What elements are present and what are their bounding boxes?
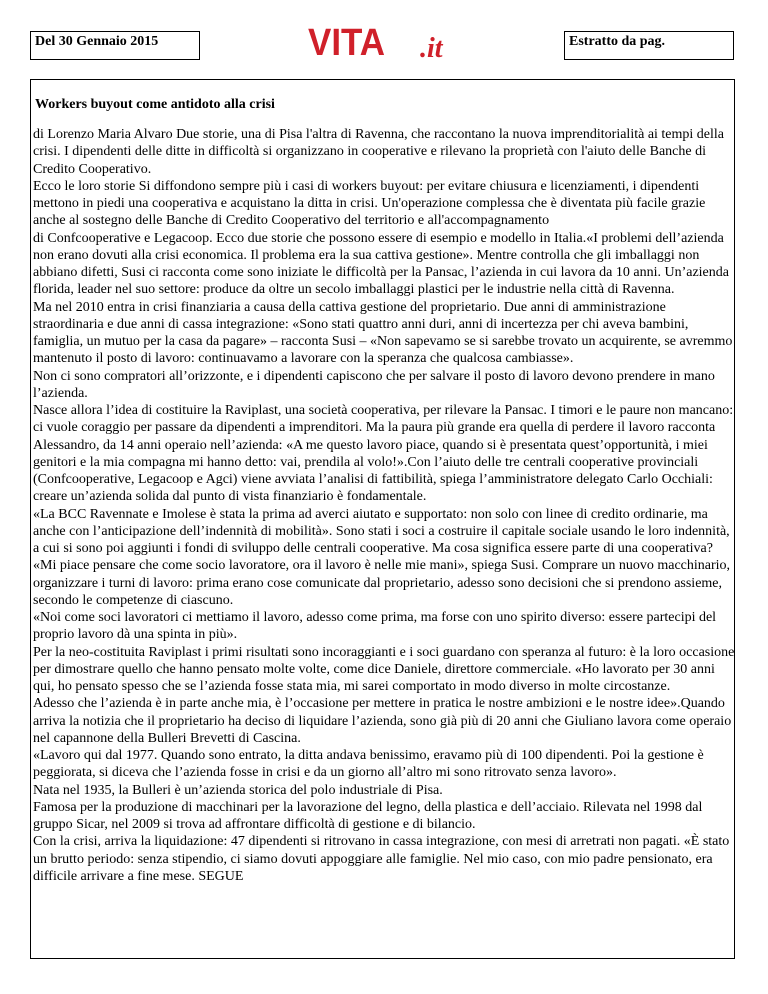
article-paragraph: Adesso che l’azienda è in parte anche mia, è l’occasione per mettere in pratica le nostre ambizioni e le nostre idee».Quando arriva la notizia che il proprietario ha deciso di liquidare l’azienda, sono già più di 20 anni che Giuliano lavora come operaio nel capannone della Bulleri Brevetti di Cascina. (33, 696, 732, 746)
logo-main-text: VITA (308, 22, 386, 64)
article-headline: Workers buyout come antidoto alla crisi (35, 97, 275, 112)
article-paragraph: «Mi piace pensare che come socio lavoratore, ora il lavoro è nelle mie mani», spiega Susi. Comprare un nuovo macchinario, organizzare i turni di lavoro: prima erano cose comunicate dal proprietario, adesso sono decisioni che si prendono assieme, secondo le competenze di ciascuno. (33, 558, 731, 608)
logo-ext-text: .it (420, 33, 443, 64)
excerpt-box (564, 31, 734, 60)
article-body (33, 126, 735, 885)
article-paragraph: «Noi come soci lavoratori ci mettiamo il lavoro, adesso come prima, ma forse con uno spirito diverso: essere partecipi del proprio lavoro dà una spinta in più». (33, 610, 717, 643)
article-paragraph: di Lorenzo Maria Alvaro Due storie, una di Pisa l'altra di Ravenna, che raccontano la nuova imprenditorialità ai tempi della crisi. I dipendenti delle ditte in difficoltà si organizzano in cooperative e rilevano la proprietà con l'aiuto delle Banche di Credito Cooperativo. (33, 127, 725, 177)
article-paragraph: Non ci sono compratori all’orizzonte, e i dipendenti capiscono che per salvare il posto di lavoro devono prendere in mano l’azienda. (33, 368, 715, 401)
article-paragraph: «La BCC Ravennate e Imolese è stata la prima ad averci aiutato e supportato: non solo con linee di credito ordinarie, ma anche con l’anticipazione dell’indennità di mobilità». Sono stati i soci a costruire il capitale sociale usando le loro indennità, a cui si sono poi aggiunti i fondi di sviluppo delle centrali cooperative. Ma cosa significa essere parte di una cooperativa? (33, 506, 730, 556)
date-box (30, 31, 200, 60)
article-paragraph: Nasce allora l’idea di costituire la Raviplast, una società cooperativa, per rilevare la Pansac. I timori e le paure non mancano: ci vuole coraggio per passare da dipendenti a imprenditori. Ma la paura più grande era quella di perdere il lavoro racconta Alessandro, da 14 anni operaio nell’azienda: «A me questo lavoro piace, quando si è presentata quest’opportunità, i miei genitori e la mia compagna mi hanno detto: vai, prendila al volo!».Con l’aiuto delle tre centrali cooperative provinciali (Confcooperative, Legacoop e Agci) viene avviata l’analisi di fattibilità, spiega l’amministratore delegato Carlo Occhiali: creare un’azienda solida dal punto di vista finanziario è fondamentale. (33, 403, 734, 505)
article-paragraph: di Confcooperative e Legacoop. Ecco due storie che possono essere di esempio e modello in Italia.«I problemi dell’azienda non erano dovuti alla crisi economica. Il problema era la sua cattiva gestione». Mentre controlla che gli imballaggi non abbiano difetti, Susi ci racconta come sono iniziate le difficoltà per la Pansac, l’azienda in cui lavora da 10 anni. Un’azienda florida, leader nel suo settore: produce da oltre un secolo imballaggi plastici per le industrie nella città di Ravenna. (33, 230, 729, 298)
vita-logo (308, 22, 468, 64)
article-paragraph: Ecco le loro storie Si diffondono sempre più i casi di workers buyout: per evitare chiusura e licenziamenti, i dipendenti mettono in piedi una cooperativa e acquistano la ditta in crisi. Un'operazione complessa che è diventata più facile grazie anche al sostegno delle Banche di Credito Cooperativo del territorio e all'accompagnamento (33, 178, 706, 229)
excerpt-label: Estratto da pag. (569, 34, 666, 49)
article-paragraph: Famosa per la produzione di macchinari per la lavorazione del legno, della plastica e dell’acciaio. Rilevata nel 1998 dal gruppo Sicar, nel 2009 si trova ad affrontare difficoltà di gestione e di bilancio. (33, 799, 703, 832)
article-paragraph: «Lavoro qui dal 1977. Quando sono entrato, la ditta andava benissimo, eravamo più di 100 dipendenti. Poi la gestione è peggiorata, si diceva che l’azienda fosse in crisi e da un giorno all’altro mi sono ritrovato senza lavoro». (33, 748, 704, 781)
article-paragraph: Per la neo-costituita Raviplast i primi risultati sono incoraggianti e i soci guardano con speranza al futuro: è la loro occasione per dimostrare quello che hanno pensato molte volte, come dice Daniele, direttore commerciale. «Ho lavorato per 30 anni qui, ho pensato spesso che se l’azienda fosse stata mia, mi sarei comportato in modo diverso in molte circostanze. (33, 644, 735, 694)
article-paragraph: Nata nel 1935, la Bulleri è un’azienda storica del polo industriale di Pisa. (33, 782, 443, 798)
date-label: Del 30 Gennaio 2015 (35, 34, 159, 49)
article-paragraph: Ma nel 2010 entra in crisi finanziaria a causa della cattiva gestione del proprietario. Due anni di amministrazione straordinaria e due anni di cassa integrazione: «Sono stati quattro anni duri, anni di incertezza per chi aveva bambini, famiglia, un mutuo per la casa da pagare» – racconta Susi – «Non sapevamo se si sarebbe trovato un acquirente, se avremmo mantenuto il posto di lavoro: continuavamo a lavorare con la speranza che qualcosa cambiasse». (33, 299, 733, 367)
article-paragraph: Con la crisi, arriva la liquidazione: 47 dipendenti si ritrovano in cassa integrazione, con mesi di arretrati non pagati. «È stato un brutto periodo: senza stipendio, ci siamo dovuti appoggiare alle famiglie. Nel mio caso, con mio padre pensionato, era difficile arrivare a fine mese. SEGUE (33, 834, 730, 884)
